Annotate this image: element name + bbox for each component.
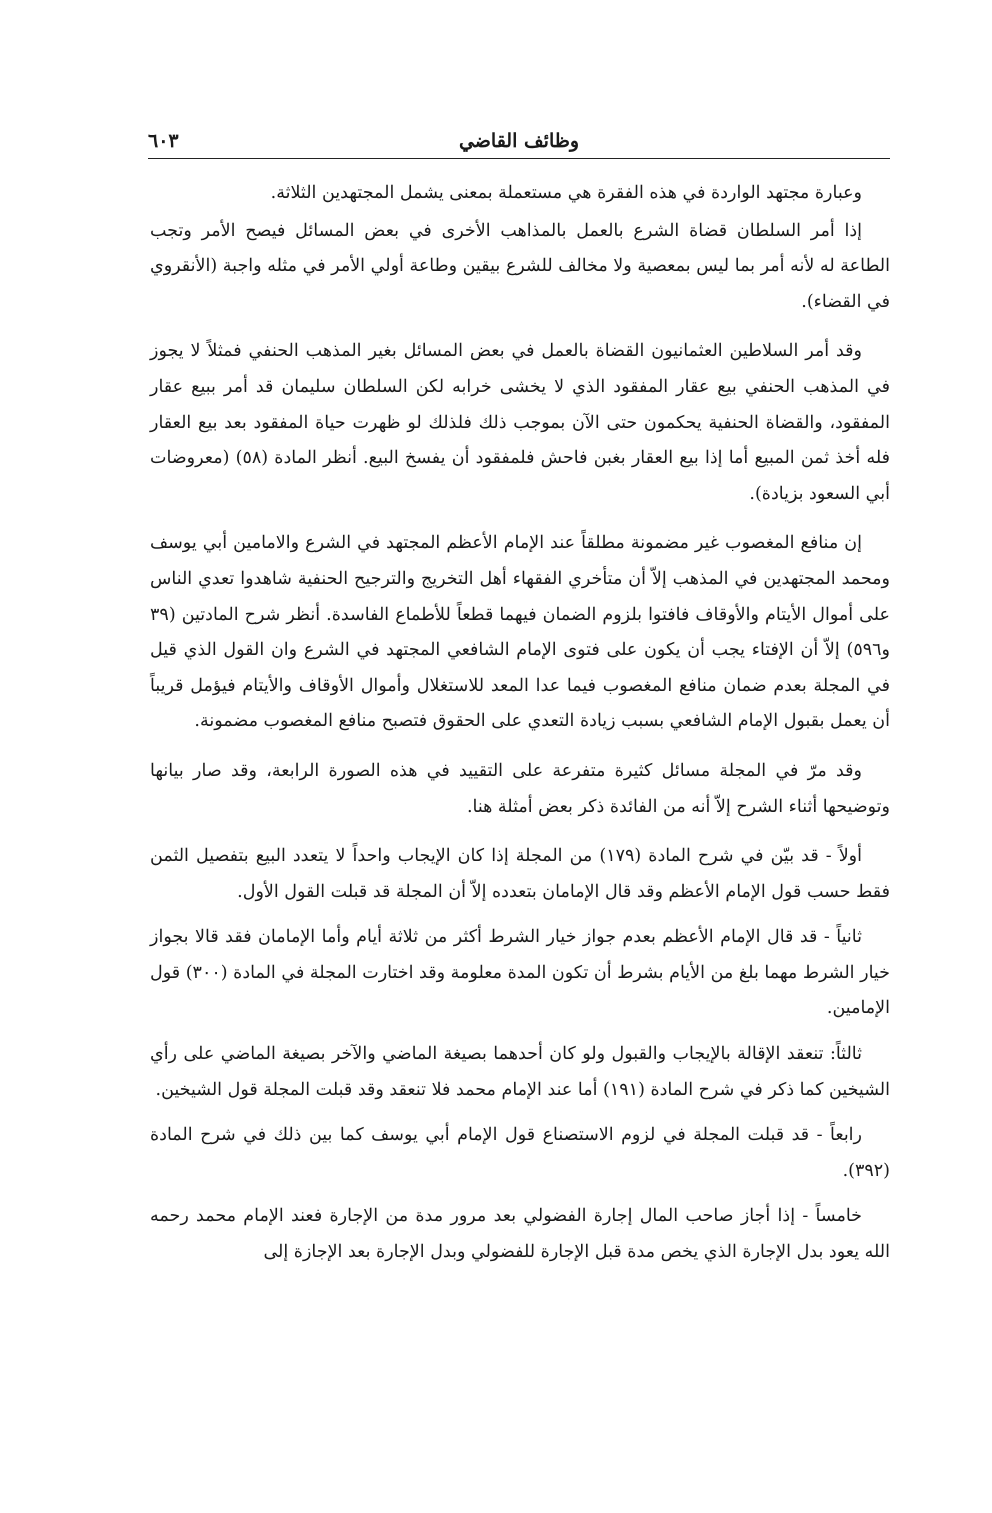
paragraph: ثالثاً: تنعقد الإقالة بالإيجاب والقبول ولو كان أحدهما بصيغة الماضي والآخر بصيغة الماضي على رأي الشيخين كما ذكر في شرح المادة (١٩١) أما عند الإمام محمد فلا تنعقد وقد قبلت المجلة قول الشيخين.: [150, 1044, 890, 1100]
paragraph: أولاً - قد بيّن في شرح المادة (١٧٩) من المجلة إذا كان الإيجاب واحداً لا يتعدد البيع بتفصيل الثمن فقط حسب قول الإمام الأعظم وقد قال الإمامان بتعدده إلاّ أن المجلة قد قبلت القول الأول.: [150, 846, 890, 902]
header-divider: [148, 158, 890, 159]
paragraph: إذا أمر السلطان قضاة الشرع بالعمل بالمذاهب الأخرى في بعض المسائل فيصح الأمر وتجب الطاعة له لأنه أمر بما ليس بمعصية ولا مخالف للشرع بيقين وطاعة أولي الأمر في مثله واجبة (الأنقروي في القضاء).: [150, 220, 890, 312]
paragraph: رابعاً - قد قبلت المجلة في لزوم الاستصناع قول الإمام أبي يوسف كما بين ذلك في شرح المادة (٣٩٢).: [150, 1125, 890, 1181]
page-body: [150, 176, 890, 1271]
paragraph: وعبارة مجتهد الواردة في هذه الفقرة هي مستعملة بمعنى يشمل المجتهدين الثلاثة.: [270, 183, 862, 203]
running-title: وظائف القاضي: [458, 130, 580, 152]
paragraph: وقد أمر السلاطين العثمانيون القضاة بالعمل في بعض المسائل بغير المذهب الحنفي فمثلاً لا يجوز في المذهب الحنفي بيع عقار المفقود الذي لا يخشى خرابه لكن السلطان سليمان قد أمر ببيع عقار المفقود، والقضاة الحنفية يحكمون حتى الآن بموجب ذلك فلذلك لو ظهرت حياة المفقود بعد بيع العقار فله أخذ ثمن المبيع أما إذا بيع العقار بغبن فاحش فلمفقود أن يفسخ البيع. أنظر المادة (٥٨) (معروضات أبي السعود بزيادة).: [150, 341, 890, 504]
paragraph: وقد مرّ في المجلة مسائل كثيرة متفرعة على التقييد في هذه الصورة الرابعة، وقد صار بيانها وتوضيحها أثناء الشرح إلاّ أنه من الفائدة ذكر بعض أمثلة هنا.: [150, 760, 890, 817]
paragraph: خامساً - إذا أجاز صاحب المال إجارة الفضولي بعد مرور مدة من الإجارة فعند الإمام محمد رحمه الله يعود بدل الإجارة الذي يخص مدة قبل الإجارة للفضولي وبدل الإجارة بعد الإجازة إلى: [150, 1206, 890, 1263]
page-header: [148, 126, 890, 160]
paragraph: ثانياً - قد قال الإمام الأعظم بعدم جواز خيار الشرط أكثر من ثلاثة أيام وأما الإمامان فقد قالا بجواز خيار الشرط مهما بلغ من الأيام بشرط أن تكون المدة معلومة وقد اختارت المجلة في المادة (٣٠٠) قول الإمامين.: [150, 927, 890, 1019]
paragraph: إن منافع المغصوب غير مضمونة مطلقاً عند الإمام الأعظم المجتهد في الشرع والامامين أبي يوسف ومحمد المجتهدين في المذهب إلاّ أن متأخري الفقهاء أهل التخريج والترجيح الحنفية شاهدوا تعدي الناس على أموال الأيتام والأوقاف فافتوا بلزوم الضمان فيهما قطعاً للأطماع الفاسدة. أنظر شرح المادتين (٣٩ و٥٩٦) إلاّ أن الإفتاء يجب أن يكون على فتوى الإمام الشافعي المجتهد في الشرع وان القول الذي قيل في المجلة بعدم ضمان منافع المغصوب فيما عدا المعد للاستغلال وأموال الأوقاف والأيتام فيؤمل قريباً أن يعمل بقبول الإمام الشافعي بسبب زيادة التعدي على الحقوق فتصبح منافع المغصوب مضمونة.: [150, 533, 890, 732]
page-number: ٦٠٣: [148, 130, 179, 152]
